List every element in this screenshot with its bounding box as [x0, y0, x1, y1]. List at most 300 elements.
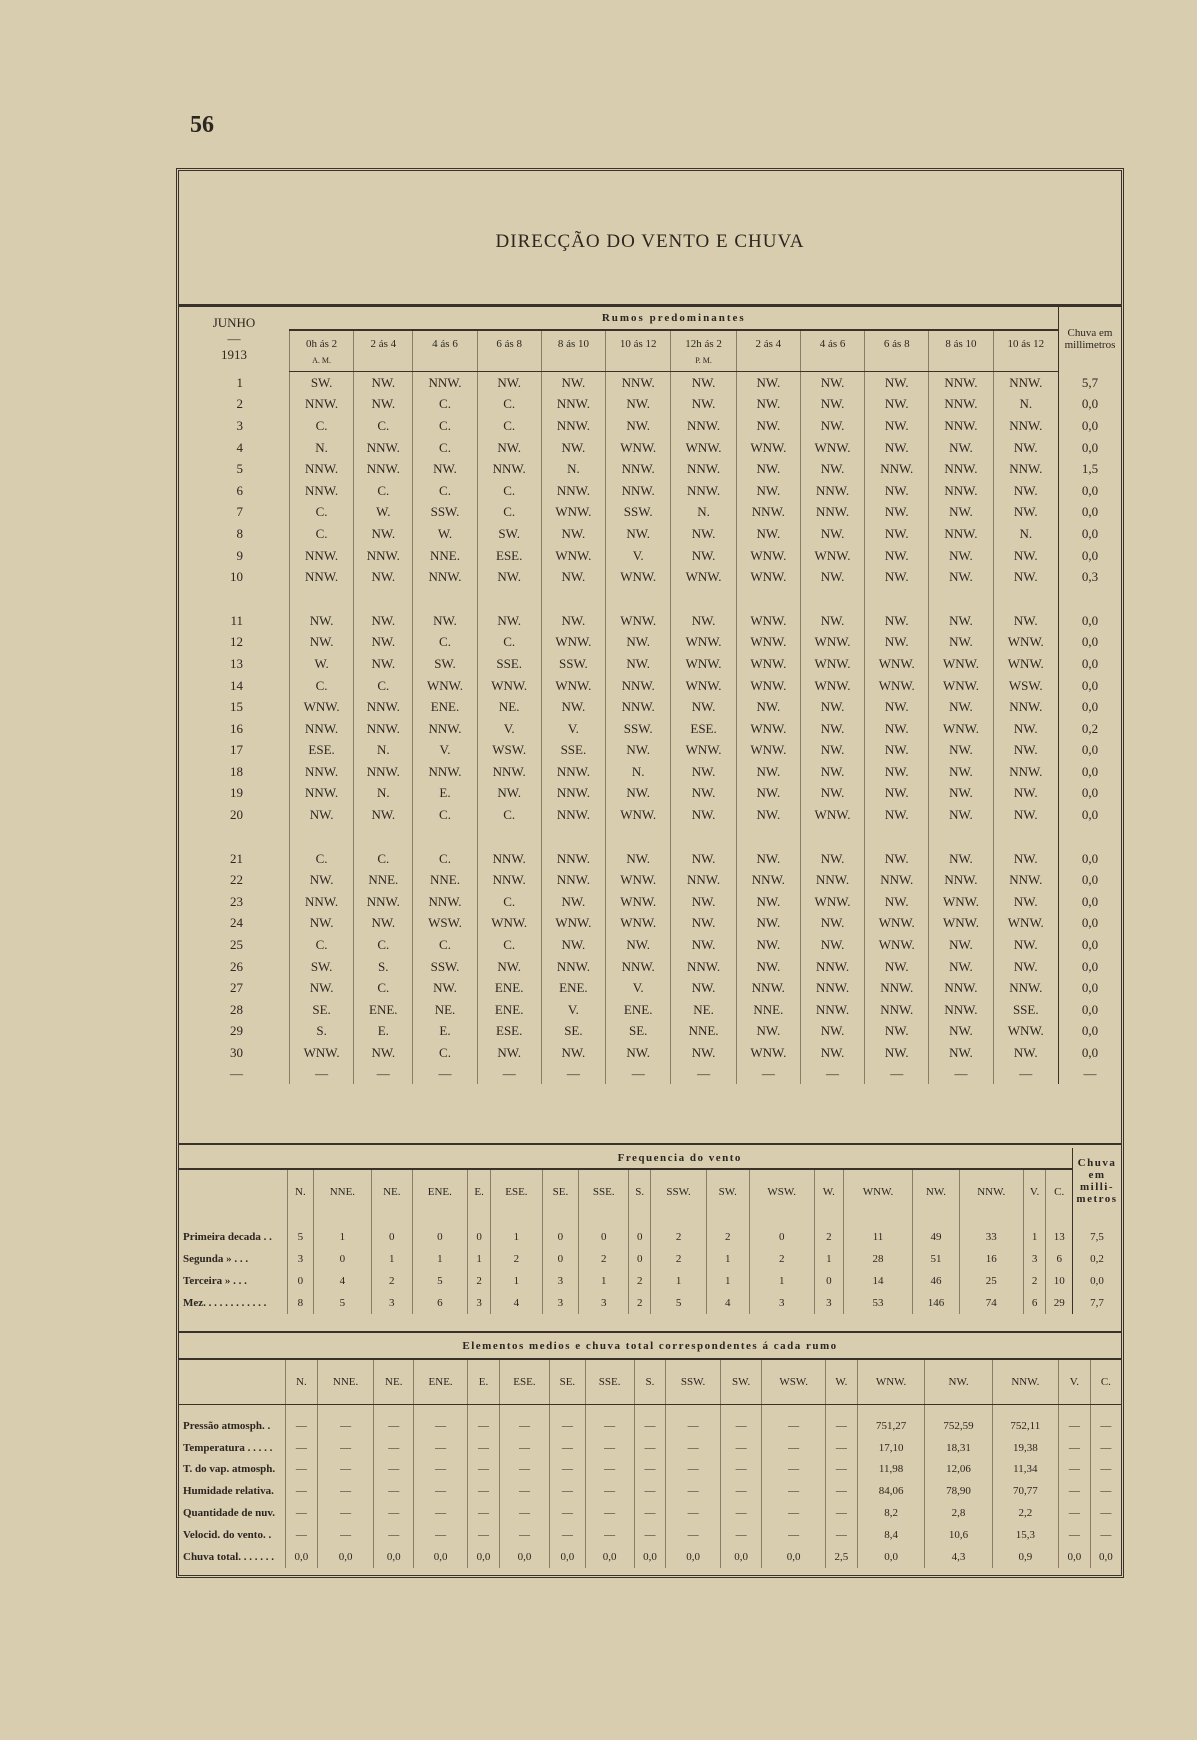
element-cell: —: [1059, 1502, 1091, 1524]
gap-cell: [671, 588, 736, 610]
wind-direction-cell: NW.: [736, 804, 800, 826]
frequency-cell: 16: [959, 1248, 1023, 1270]
table-row: [179, 653, 1121, 675]
element-cell: —: [468, 1405, 500, 1437]
wind-direction-cell: WNW.: [800, 545, 864, 567]
wind-direction-body: [179, 372, 1121, 1084]
wind-direction-cell: NW.: [477, 956, 541, 978]
wind-direction-cell: SW.: [477, 523, 541, 545]
elements-direction-header: NW.: [925, 1359, 992, 1405]
wind-direction-cell: NW.: [865, 566, 929, 588]
wind-direction-cell: NW.: [290, 632, 354, 654]
element-cell: —: [286, 1459, 318, 1481]
wind-direction-cell: NNW.: [606, 675, 671, 697]
wind-direction-cell: NNW.: [671, 458, 736, 480]
wind-direction-cell: WSW.: [413, 913, 477, 935]
wind-direction-cell: ENE.: [606, 999, 671, 1021]
period-header: [800, 330, 864, 372]
wind-direction-cell: NW.: [800, 372, 864, 394]
element-cell: 78,90: [925, 1480, 992, 1502]
wind-direction-cell: NNW.: [800, 956, 864, 978]
element-cell: —: [634, 1405, 666, 1437]
gap-cell: [606, 588, 671, 610]
wind-direction-cell: NW.: [736, 956, 800, 978]
wind-direction-cell: SSW.: [606, 718, 671, 740]
wind-direction-cell: SE.: [290, 999, 354, 1021]
table-frame: [176, 168, 1124, 1578]
wind-direction-cell: C.: [354, 480, 413, 502]
elements-direction-header: WSW.: [762, 1359, 826, 1405]
wind-direction-cell: WNW.: [929, 675, 993, 697]
wind-direction-cell: C.: [477, 502, 541, 524]
wind-direction-cell: C.: [477, 480, 541, 502]
wind-direction-cell: ENE.: [477, 977, 541, 999]
wind-direction-cell: W.: [290, 653, 354, 675]
rain-cell: 0,0: [1059, 437, 1122, 459]
element-cell: 19,38: [992, 1437, 1058, 1459]
element-cell: —: [762, 1480, 826, 1502]
element-cell: —: [1090, 1502, 1121, 1524]
element-cell: —: [666, 1459, 721, 1481]
table-row: [179, 1042, 1121, 1064]
wind-direction-cell: C.: [477, 415, 541, 437]
wind-direction-cell: NNW.: [541, 956, 605, 978]
wind-direction-cell: WNW.: [606, 437, 671, 459]
rain-cell: 0,0: [1059, 610, 1122, 632]
frequency-cell: 2: [629, 1292, 651, 1314]
frequency-direction-header: SW.: [707, 1169, 749, 1214]
frequency-cell: 33: [959, 1214, 1023, 1248]
wind-direction-cell: NNW.: [606, 458, 671, 480]
wind-direction-cell: NNW.: [541, 415, 605, 437]
frequency-cell: 10: [1046, 1270, 1073, 1292]
wind-direction-cell: NNW.: [354, 718, 413, 740]
frequency-cell: 2: [1023, 1270, 1046, 1292]
element-cell: —: [1059, 1405, 1091, 1437]
element-cell: —: [762, 1524, 826, 1546]
wind-direction-cell: NNW.: [290, 566, 354, 588]
element-cell: 2,8: [925, 1502, 992, 1524]
element-cell: —: [585, 1480, 634, 1502]
table-row: [179, 1248, 1121, 1270]
wind-direction-cell: NW.: [800, 783, 864, 805]
element-cell: 8,2: [857, 1502, 925, 1524]
elements-header: Elementos medios e chuva total correspondentes á cada rumo: [462, 1340, 838, 1352]
wind-direction-cell: WSW.: [993, 675, 1058, 697]
wind-direction-cell: WNW.: [606, 610, 671, 632]
day-number: 5: [236, 461, 243, 477]
wind-direction-cell: SW.: [413, 653, 477, 675]
wind-direction-cell: NW.: [865, 632, 929, 654]
frequency-direction-header: V.: [1023, 1169, 1046, 1214]
wind-direction-cell: C.: [477, 804, 541, 826]
table-row: [179, 848, 1121, 870]
element-cell: —: [374, 1524, 414, 1546]
element-cell: —: [414, 1405, 468, 1437]
wind-direction-cell: NW.: [606, 934, 671, 956]
period-ampm: [478, 356, 541, 365]
dash-row: [179, 1064, 1121, 1084]
gap-cell: [993, 588, 1058, 610]
wind-direction-cell: NW.: [671, 934, 736, 956]
wind-direction-cell: NNW.: [290, 783, 354, 805]
wind-direction-cell: NW.: [865, 1042, 929, 1064]
wind-direction-cell: NNW.: [290, 891, 354, 913]
wind-direction-cell: NW.: [800, 934, 864, 956]
period-label: 6 ás 8: [496, 337, 523, 350]
wind-direction-cell: NW.: [671, 977, 736, 999]
frequency-cell: 0: [371, 1214, 412, 1248]
table-row: [179, 1405, 1121, 1437]
element-cell: —: [550, 1405, 586, 1437]
rain-cell: 0,0: [1059, 1021, 1122, 1043]
wind-direction-cell: WNW.: [929, 718, 993, 740]
element-cell: —: [826, 1405, 858, 1437]
wind-direction-cell: NW.: [865, 761, 929, 783]
wind-direction-cell: NW.: [606, 415, 671, 437]
element-cell: 752,59: [925, 1405, 992, 1437]
rain-cell: 0,0: [1059, 740, 1122, 762]
wind-direction-cell: NW.: [865, 1021, 929, 1043]
frequency-cell: 2: [707, 1214, 749, 1248]
elements-direction-header: ESE.: [499, 1359, 549, 1405]
wind-direction-cell: WNW.: [477, 913, 541, 935]
dash-cell: —: [413, 1064, 477, 1084]
frequency-direction-header: E.: [468, 1169, 491, 1214]
wind-direction-cell: NW.: [671, 783, 736, 805]
row-label: Quantidade de nuv.: [183, 1507, 276, 1520]
wind-direction-cell: WNW.: [290, 1042, 354, 1064]
dash-cell: —: [606, 1064, 671, 1084]
element-cell: —: [317, 1459, 374, 1481]
table-row: [179, 956, 1121, 978]
wind-direction-cell: WNW.: [606, 913, 671, 935]
wind-direction-cell: NW.: [354, 394, 413, 416]
wind-direction-cell: NW.: [993, 891, 1058, 913]
wind-direction-cell: NNW.: [290, 480, 354, 502]
rain-cell: 0,0: [1059, 977, 1122, 999]
frequency-cell: 46: [913, 1270, 960, 1292]
elements-direction-header: C.: [1090, 1359, 1121, 1405]
frequency-cell: 1: [491, 1214, 542, 1248]
period-label: 4 ás 6: [819, 337, 846, 350]
wind-direction-cell: WNW.: [736, 632, 800, 654]
frequency-cell: 6: [1023, 1292, 1046, 1314]
element-cell: —: [1059, 1480, 1091, 1502]
day-number: 27: [230, 980, 243, 996]
rain-cell: 7,7: [1073, 1292, 1122, 1314]
period-label: 10 ás 12: [619, 337, 657, 350]
wind-direction-cell: NW.: [606, 1042, 671, 1064]
wind-direction-cell: NW.: [671, 696, 736, 718]
frequency-cell: 25: [959, 1270, 1023, 1292]
wind-direction-cell: NNW.: [993, 696, 1058, 718]
wind-direction-cell: NNW.: [993, 415, 1058, 437]
frequency-cell: 1: [313, 1214, 371, 1248]
dash-cell: —: [477, 1064, 541, 1084]
table-row: [179, 1021, 1121, 1043]
wind-direction-cell: N.: [606, 761, 671, 783]
period-ampm: [929, 356, 992, 365]
element-cell: —: [414, 1459, 468, 1481]
wind-direction-cell: NW.: [993, 740, 1058, 762]
frequency-cell: 1: [579, 1270, 629, 1292]
wind-direction-cell: WNW.: [671, 437, 736, 459]
element-cell: —: [550, 1459, 586, 1481]
table-row: [179, 804, 1121, 826]
table-row: [179, 1480, 1121, 1502]
wind-direction-cell: NNW.: [477, 761, 541, 783]
frequency-cell: 0: [629, 1214, 651, 1248]
table-row: [179, 913, 1121, 935]
rain-cell: 0,0: [1059, 956, 1122, 978]
wind-direction-cell: NW.: [800, 718, 864, 740]
table-row: [179, 394, 1121, 416]
frequency-cell: 1: [371, 1248, 412, 1270]
gap-cell: [736, 588, 800, 610]
elements-table: [179, 1334, 1121, 1568]
element-cell: 0,0: [286, 1546, 318, 1568]
element-cell: 0,0: [550, 1546, 586, 1568]
gap-cell: [1059, 588, 1122, 610]
element-cell: 2,2: [992, 1502, 1058, 1524]
wind-direction-cell: WNW.: [736, 545, 800, 567]
wind-direction-cell: NW.: [865, 804, 929, 826]
wind-direction-cell: NW.: [993, 545, 1058, 567]
frequency-cell: 51: [913, 1248, 960, 1270]
day-number: 29: [230, 1023, 243, 1039]
element-cell: —: [550, 1502, 586, 1524]
gap-cell: [179, 588, 290, 610]
table-row: [179, 977, 1121, 999]
frequency-rain-header: Chuva em milli- metros: [1073, 1148, 1122, 1214]
element-cell: —: [666, 1480, 721, 1502]
wind-direction-cell: NW.: [865, 718, 929, 740]
wind-direction-cell: N.: [354, 783, 413, 805]
wind-direction-cell: C.: [477, 891, 541, 913]
month-dash: —: [227, 331, 241, 347]
wind-direction-cell: WNW.: [929, 653, 993, 675]
frequency-cell: 0: [542, 1214, 579, 1248]
element-cell: —: [499, 1502, 549, 1524]
table-row: [179, 675, 1121, 697]
frequency-cell: 2: [491, 1248, 542, 1270]
frequency-direction-header: SE.: [542, 1169, 579, 1214]
period-label: 12h ás 2: [685, 337, 722, 350]
frequency-cell: 11: [843, 1214, 912, 1248]
table-row: [179, 934, 1121, 956]
period-header: [477, 330, 541, 372]
wind-direction-cell: NNW.: [606, 696, 671, 718]
rain-cell: 0,0: [1059, 913, 1122, 935]
wind-direction-cell: NNW.: [671, 480, 736, 502]
wind-direction-cell: NNE.: [354, 869, 413, 891]
wind-direction-cell: SSW.: [541, 653, 605, 675]
dash-cell: —: [865, 1064, 929, 1084]
element-cell: —: [826, 1524, 858, 1546]
wind-direction-cell: NW.: [865, 415, 929, 437]
wind-direction-cell: NW.: [736, 761, 800, 783]
element-cell: —: [826, 1502, 858, 1524]
frequency-direction-header: ESE.: [491, 1169, 542, 1214]
element-cell: 70,77: [992, 1480, 1058, 1502]
frequency-cell: 3: [1023, 1248, 1046, 1270]
wind-direction-cell: NW.: [354, 804, 413, 826]
wind-direction-cell: C.: [477, 394, 541, 416]
wind-direction-cell: WNW.: [671, 566, 736, 588]
wind-direction-cell: NW.: [800, 913, 864, 935]
frequency-cell: 146: [913, 1292, 960, 1314]
dash-cell: —: [1059, 1064, 1122, 1084]
gap-cell: [865, 826, 929, 848]
gap-cell: [736, 826, 800, 848]
elements-direction-header: SE.: [550, 1359, 586, 1405]
wind-direction-cell: NW.: [736, 372, 800, 394]
elements-direction-header: ENE.: [414, 1359, 468, 1405]
day-number: 23: [230, 893, 243, 909]
wind-direction-cell: NW.: [671, 891, 736, 913]
day-number: 25: [230, 937, 243, 953]
day-number: 1: [236, 374, 243, 390]
wind-direction-cell: NW.: [736, 696, 800, 718]
wind-direction-cell: NW.: [993, 480, 1058, 502]
wind-direction-cell: ESE.: [477, 1021, 541, 1043]
wind-direction-cell: N.: [354, 740, 413, 762]
period-ampm: P. M.: [695, 355, 712, 365]
element-cell: —: [317, 1480, 374, 1502]
wind-direction-cell: WNW.: [993, 632, 1058, 654]
frequency-cell: 1: [1023, 1214, 1046, 1248]
wind-direction-cell: NW.: [354, 610, 413, 632]
wind-direction-cell: ENE.: [413, 696, 477, 718]
wind-direction-cell: S.: [354, 956, 413, 978]
element-cell: —: [826, 1437, 858, 1459]
table-row: [179, 1270, 1121, 1292]
wind-direction-cell: NW.: [929, 934, 993, 956]
gap-cell: [413, 588, 477, 610]
wind-direction-cell: WNW.: [929, 891, 993, 913]
wind-direction-cell: WNW.: [736, 566, 800, 588]
wind-direction-cell: NNW.: [800, 999, 864, 1021]
element-cell: —: [286, 1480, 318, 1502]
element-cell: —: [1090, 1524, 1121, 1546]
rain-cell: 0,0: [1059, 696, 1122, 718]
table-row: [179, 437, 1121, 459]
element-cell: —: [550, 1480, 586, 1502]
day-number: 2: [236, 396, 243, 412]
wind-direction-cell: V.: [413, 740, 477, 762]
wind-direction-cell: NW.: [477, 1042, 541, 1064]
wind-direction-cell: C.: [354, 977, 413, 999]
elements-direction-header: SSW.: [666, 1359, 721, 1405]
element-cell: 2,5: [826, 1546, 858, 1568]
frequency-cell: 4: [707, 1292, 749, 1314]
element-cell: 84,06: [857, 1480, 925, 1502]
wind-direction-cell: NNW.: [736, 869, 800, 891]
frequency-cell: 3: [749, 1292, 814, 1314]
wind-direction-cell: N.: [993, 523, 1058, 545]
dash-cell: —: [671, 1064, 736, 1084]
element-cell: —: [1090, 1480, 1121, 1502]
wind-direction-cell: WNW.: [736, 653, 800, 675]
elements-body: [179, 1405, 1121, 1568]
wind-direction-cell: NW.: [865, 956, 929, 978]
wind-direction-cell: NW.: [671, 523, 736, 545]
wind-direction-cell: NNE.: [413, 545, 477, 567]
element-cell: —: [499, 1405, 549, 1437]
element-cell: 0,0: [585, 1546, 634, 1568]
elements-direction-header: E.: [468, 1359, 500, 1405]
table-row: [179, 740, 1121, 762]
element-cell: —: [720, 1459, 761, 1481]
wind-direction-cell: WNW.: [541, 632, 605, 654]
table-row: [179, 869, 1121, 891]
day-number: 3: [236, 417, 243, 433]
frequency-cell: 3: [542, 1292, 579, 1314]
wind-direction-cell: NW.: [736, 415, 800, 437]
period-ampm: [801, 356, 864, 365]
element-cell: —: [634, 1459, 666, 1481]
wind-direction-cell: WNW.: [993, 1021, 1058, 1043]
rain-cell: 0,0: [1059, 502, 1122, 524]
rain-cell: 0,0: [1059, 761, 1122, 783]
dash-cell: —: [290, 1064, 354, 1084]
row-label: Humidade relativa.: [183, 1485, 274, 1498]
frequency-cell: 2: [371, 1270, 412, 1292]
wind-direction-cell: NNW.: [606, 372, 671, 394]
wind-direction-cell: NW.: [929, 761, 993, 783]
frequency-table: [179, 1148, 1121, 1314]
wind-direction-cell: NNW.: [290, 761, 354, 783]
wind-direction-cell: ENE.: [477, 999, 541, 1021]
gap-cell: [179, 826, 290, 848]
element-cell: 0,0: [468, 1546, 500, 1568]
wind-direction-cell: E.: [413, 783, 477, 805]
wind-direction-cell: NNW.: [354, 891, 413, 913]
element-cell: —: [499, 1524, 549, 1546]
wind-direction-cell: NNW.: [290, 545, 354, 567]
period-header: [929, 330, 993, 372]
wind-direction-cell: NW.: [800, 1021, 864, 1043]
dash-cell: —: [929, 1064, 993, 1084]
element-cell: 0,0: [499, 1546, 549, 1568]
wind-direction-cell: V.: [541, 999, 605, 1021]
day-number: 10: [230, 569, 243, 585]
wind-direction-cell: NNW.: [354, 437, 413, 459]
element-cell: —: [762, 1459, 826, 1481]
rain-cell: 0,0: [1059, 632, 1122, 654]
month-label: JUNHO: [212, 315, 256, 331]
wind-direction-cell: NNW.: [477, 848, 541, 870]
day-number: 8: [236, 525, 243, 541]
frequency-direction-header: W.: [814, 1169, 843, 1214]
element-cell: —: [317, 1405, 374, 1437]
table-row: [179, 783, 1121, 805]
element-cell: —: [666, 1437, 721, 1459]
rain-cell: 1,5: [1059, 458, 1122, 480]
frequency-direction-header: WNW.: [843, 1169, 912, 1214]
wind-direction-cell: NNW.: [541, 480, 605, 502]
period-header: [993, 330, 1058, 372]
rain-cell: 0,0: [1059, 480, 1122, 502]
wind-direction-cell: NW.: [929, 566, 993, 588]
element-cell: —: [550, 1437, 586, 1459]
table-row: [179, 1292, 1121, 1314]
gap-cell: [800, 588, 864, 610]
frequency-cell: 3: [814, 1292, 843, 1314]
wind-direction-cell: NNW.: [929, 415, 993, 437]
period-label: 8 ás 10: [557, 337, 589, 350]
